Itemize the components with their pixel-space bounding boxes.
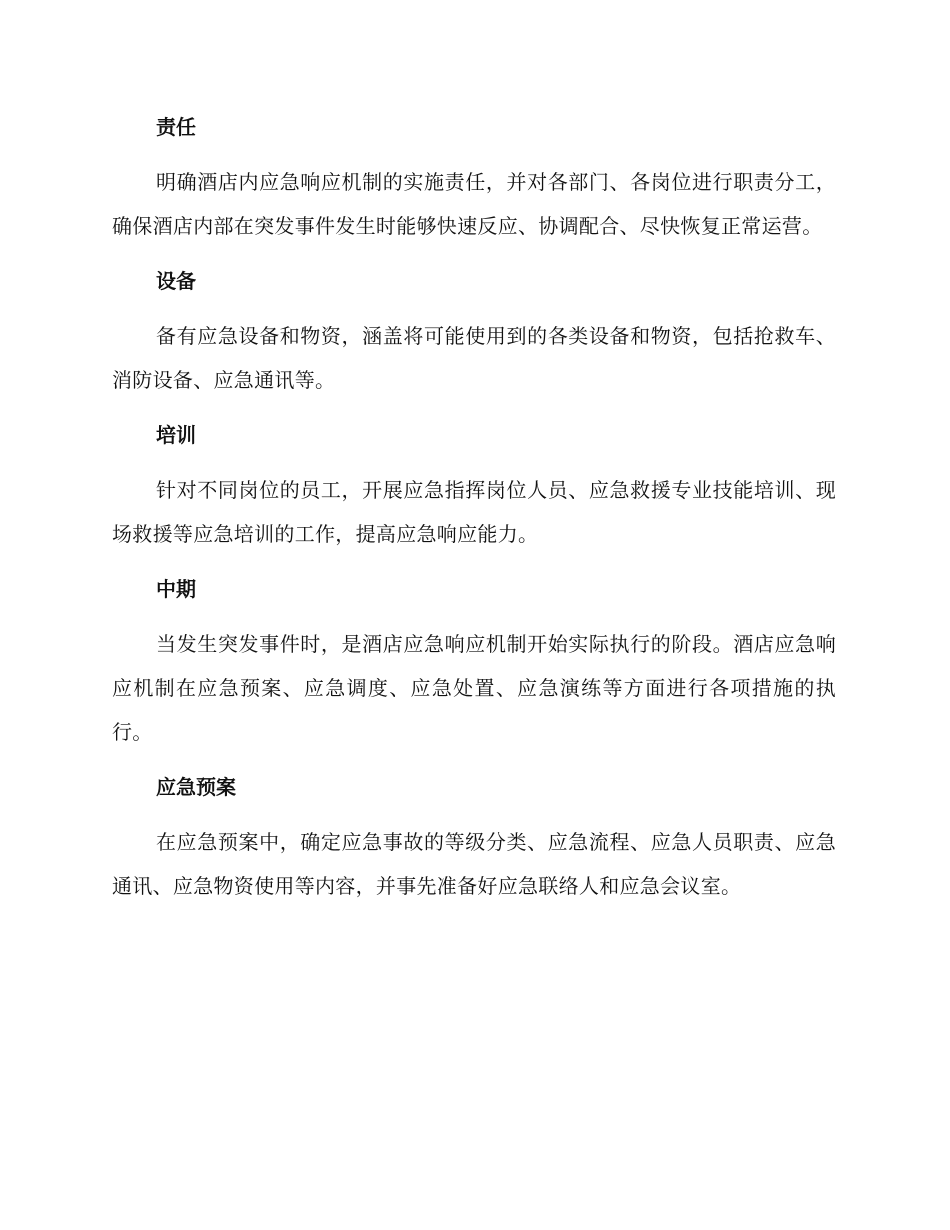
section-emergency-plan [112, 768, 836, 908]
section-paragraph: 当发生突发事件时，是酒店应急响应机制开始实际执行的阶段。酒店应急响应机制在应急预案、应急调度、应急处置、应急演练等方面进行各项措施的执行。 [112, 632, 836, 744]
section-training [112, 416, 836, 556]
section-heading: 设备 [156, 269, 196, 293]
section-paragraph: 针对不同岗位的员工，开展应急指挥岗位人员、应急救援专业技能培训、现场救援等应急培训的工作，提高应急响应能力。 [112, 478, 836, 546]
section-heading: 应急预案 [156, 775, 236, 799]
section-heading: 培训 [156, 423, 196, 447]
section-paragraph: 明确酒店内应急响应机制的实施责任，并对各部门、各岗位进行职责分工，确保酒店内部在突发事件发生时能够快速反应、协调配合、尽快恢复正常运营。 [112, 170, 836, 238]
section-heading: 责任 [156, 115, 196, 139]
section-mid-term [112, 570, 836, 754]
section-paragraph: 在应急预案中，确定应急事故的等级分类、应急流程、应急人员职责、应急通讯、应急物资使用等内容，并事先准备好应急联络人和应急会议室。 [112, 830, 836, 898]
section-paragraph: 备有应急设备和物资，涵盖将可能使用到的各类设备和物资，包括抢救车、消防设备、应急通讯等。 [112, 324, 836, 392]
section-equipment [112, 262, 836, 402]
section-responsibility [112, 108, 836, 248]
section-heading: 中期 [156, 577, 196, 601]
document-content [112, 108, 836, 922]
